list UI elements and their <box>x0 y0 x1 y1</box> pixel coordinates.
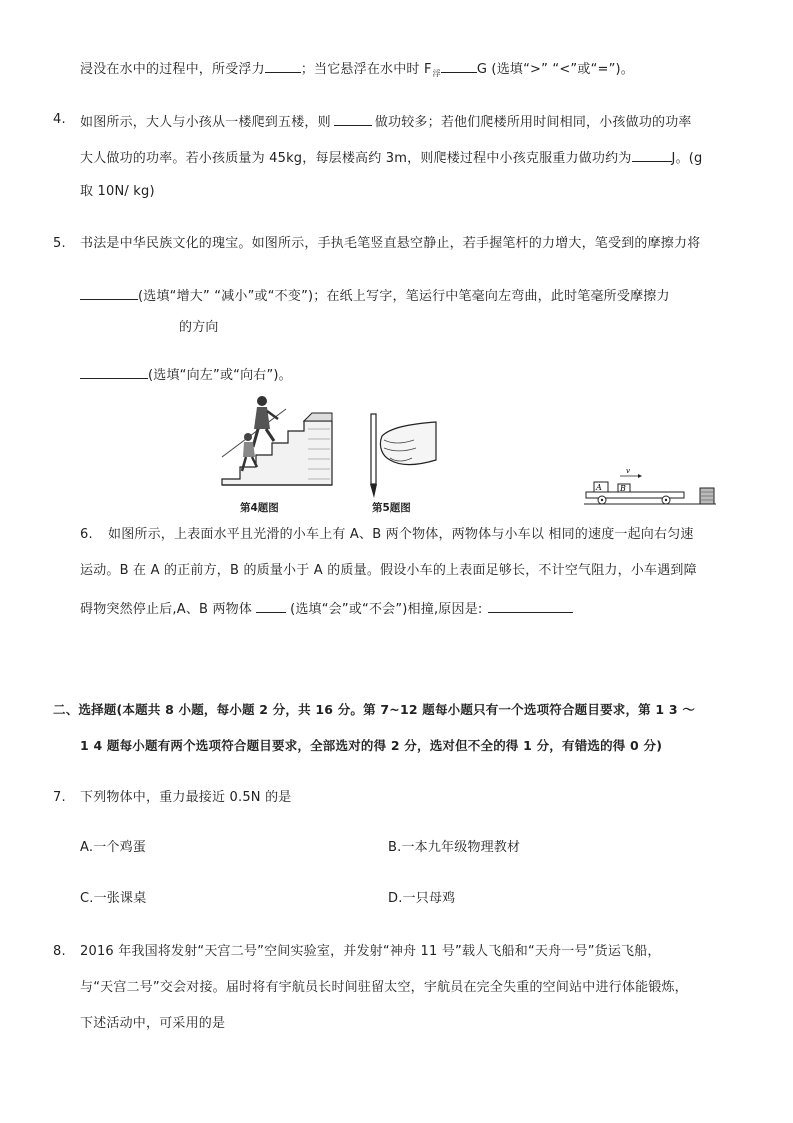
q7-option-c: C.一张课桌 <box>80 891 147 906</box>
q6-line3 <box>80 599 573 618</box>
q6-line2: 运动。B 在 A 的正前方，B 的质量小于 A 的质量。假设小车的上表面足够长，不计空气阻力，小车遇到障 <box>80 563 697 578</box>
q5-line4 <box>80 365 292 384</box>
q3-text-b: ；当它悬浮在水中时 F <box>300 62 432 77</box>
q5-text-b: (选填“增大” “减小”或“不变”)；在纸上写字，笔运行中笔毫向左弯曲，此时笔毫所受摩擦力 <box>138 289 670 304</box>
q7-number: 7. <box>53 790 66 805</box>
q4-text-b: 做功较多；若他们爬楼所用时间相同，小孩做功的功率 <box>374 115 692 130</box>
q3-blank-2 <box>441 59 477 73</box>
q6-blank-1 <box>256 599 286 613</box>
q5-line3: 的方向 <box>179 320 219 335</box>
q3-text-c: G (选填“>” “<”或“=”)。 <box>476 62 634 77</box>
q8-line3: 下述活动中，可采用的是 <box>80 1016 226 1031</box>
cart-figure <box>580 462 720 512</box>
fig5-caption: 第5题图 <box>372 502 411 514</box>
section2-heading-line2: 1 4 题每小题有两个选项符合题目要求，全部选对的得 2 分，选对但不全的得 1 分，有错选的得 0 分) <box>80 738 663 753</box>
q7-option-a: A.一个鸡蛋 <box>80 840 146 855</box>
q3-blank-1 <box>265 59 301 73</box>
q6-line1: 如图所示，上表面水平且光滑的小车上有 A、B 两个物体，两物体与小车以 相同的速度一起向右匀速 <box>108 527 694 542</box>
q4-text-c: 大人做功的功率。若小孩质量为 45kg，每层楼高约 3m，则爬楼过程中小孩克服重力做功约为 <box>80 151 632 166</box>
q6-number: 6. <box>80 527 93 542</box>
q4-text-d: J。(g <box>671 151 703 166</box>
q3-subscript: 浮 <box>432 69 441 78</box>
q4-line1 <box>80 112 692 131</box>
q4-blank-1 <box>334 112 372 126</box>
q4-text-a: 如图所示，大人与小孩从一楼爬到五楼，则 <box>80 115 331 130</box>
q6-blank-2 <box>488 599 573 613</box>
q5-blank-2 <box>80 365 148 379</box>
block-b-label: B <box>620 484 626 493</box>
q4-line2 <box>80 148 703 167</box>
q8-number: 8. <box>53 944 66 959</box>
section2-heading-line1: 二、选择题(本题共 8 小题，每小题 2 分，共 16 分。第 7~12 题每小题只有一个选项符合题目要求，第 1 3 ～ <box>53 702 696 717</box>
q8-line2: 与“天宫二号”交会对接。届时将有宇航员长时间驻留太空，宇航员在完全失重的空间站中进行体能锻炼， <box>80 980 688 995</box>
q4-line3: 取 10N/ kg) <box>80 184 155 199</box>
brush-figure <box>360 400 440 500</box>
q5-line1: 书法是中华民族文化的瑰宝。如图所示，手执毛笔竖直悬空静止，若手握笔杆的力增大，笔受到的摩擦力将 <box>80 236 701 251</box>
block-a-label: A <box>596 483 602 492</box>
q7-option-b: B.一本九年级物理教材 <box>388 840 521 855</box>
q5-number: 5. <box>53 236 66 251</box>
q5-blank-1 <box>80 286 138 300</box>
q4-number: 4. <box>53 112 66 127</box>
q5-line2 <box>80 286 670 305</box>
q6-text-a: 碍物突然停止后,A、B 两物体 <box>80 602 253 617</box>
q5-text-d: (选填“向左”或“向右”)。 <box>148 368 292 383</box>
q8-line1: 2016 年我国将发射“天宫二号”空间实验室，并发射“神舟 11 号”载人飞船和“天舟一号”货运飞船， <box>80 944 661 959</box>
q7-stem: 下列物体中，重力最接近 0.5N 的是 <box>80 790 292 805</box>
q3-line1 <box>80 59 634 82</box>
stairs-figure <box>220 387 335 497</box>
velocity-label: v <box>626 467 630 475</box>
q3-text-a: 浸没在水中的过程中，所受浮力 <box>80 62 265 77</box>
fig4-caption: 第4题图 <box>240 502 279 514</box>
q4-blank-2 <box>632 148 672 162</box>
q7-option-d: D.一只母鸡 <box>388 891 456 906</box>
q6-text-b: (选填“会”或“不会”)相撞,原因是: <box>290 602 483 617</box>
